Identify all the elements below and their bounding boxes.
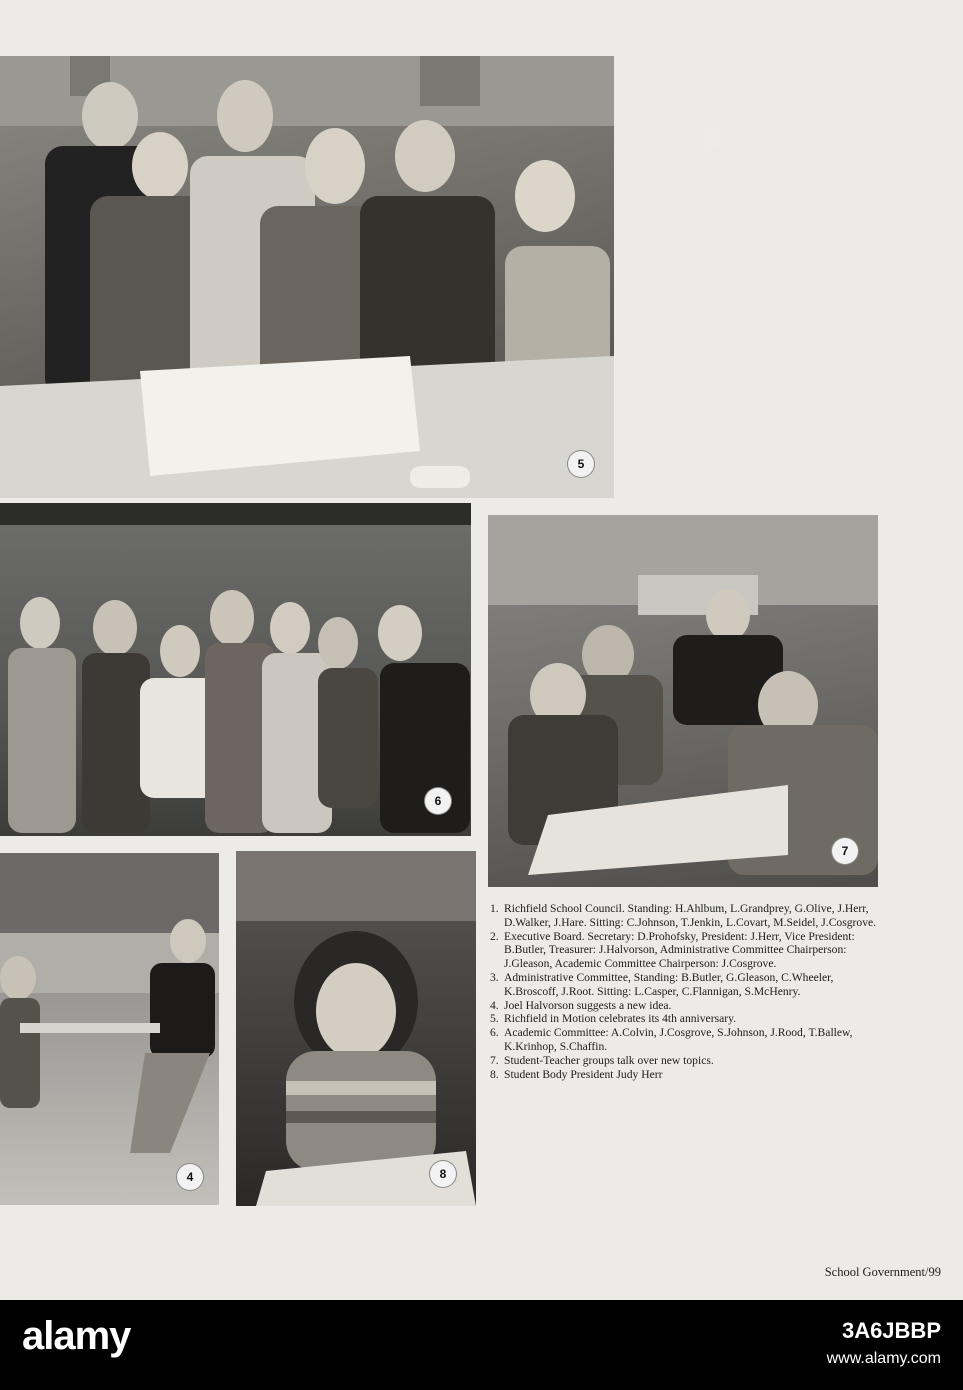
- photo-7: [488, 515, 878, 887]
- caption-item: 8. Student Body President Judy Herr: [490, 1067, 663, 1081]
- site-url: www.alamy.com: [826, 1350, 941, 1367]
- photo-5: [0, 56, 614, 498]
- photo-6: [0, 503, 471, 836]
- watermark-strip: [0, 1300, 963, 1390]
- photo-4: [0, 853, 219, 1205]
- photo-5-number: 5: [568, 451, 594, 477]
- photo-7-number: 7: [832, 838, 858, 864]
- caption-item: 6. Academic Committee: A.Colvin, J.Cosgrove, S.Johnson, J.Rood, T.Ballew, K.Krinhop, S.Chaffin.: [490, 1026, 853, 1053]
- caption-item: 1. Richfield School Council. Standing: H.Ahlbum, L.Grandprey, G.Olive, J.Herr, D.Walker, J.Hare. Sitting: C.Johnson, T.Jenkin, L.Covart, M.Seidel, J.Cosgrove.: [490, 902, 877, 929]
- caption-item: 4. Joel Halvorson suggests a new idea.: [490, 998, 672, 1012]
- page-footer: School Government/99: [824, 1265, 941, 1279]
- caption-item: 3. Administrative Committee, Standing: B.Butler, G.Gleason, C.Wheeler, K.Broscoff, J.Root. Sitting: L.Casper, C.Flannigan, S.McHenry.: [490, 970, 834, 998]
- watermark-text: a: [700, 110, 725, 159]
- stock-code: 3A6JBBP: [841, 1318, 941, 1343]
- caption-item: 7. Student-Teacher groups talk over new topics.: [490, 1053, 714, 1067]
- caption-item: 2. Executive Board. Secretary: D.Prohofsky, President: J.Herr, Vice President: B.Butler, Treasurer: J.Halvorson, Administrative Committee Chairperson: J.Gleason, Academic Committee Chairperson: J.Cosgrove.: [490, 929, 855, 971]
- photo-4-number: 4: [177, 1164, 203, 1190]
- photo-8-number: 8: [430, 1161, 456, 1187]
- photo-6-number: 6: [425, 788, 451, 814]
- caption-item: 5. Richfield in Motion celebrates its 4th anniversary.: [490, 1012, 737, 1026]
- photo-8: [236, 851, 476, 1206]
- brand-logo: alamy: [22, 1314, 131, 1358]
- caption-list: [490, 902, 885, 1081]
